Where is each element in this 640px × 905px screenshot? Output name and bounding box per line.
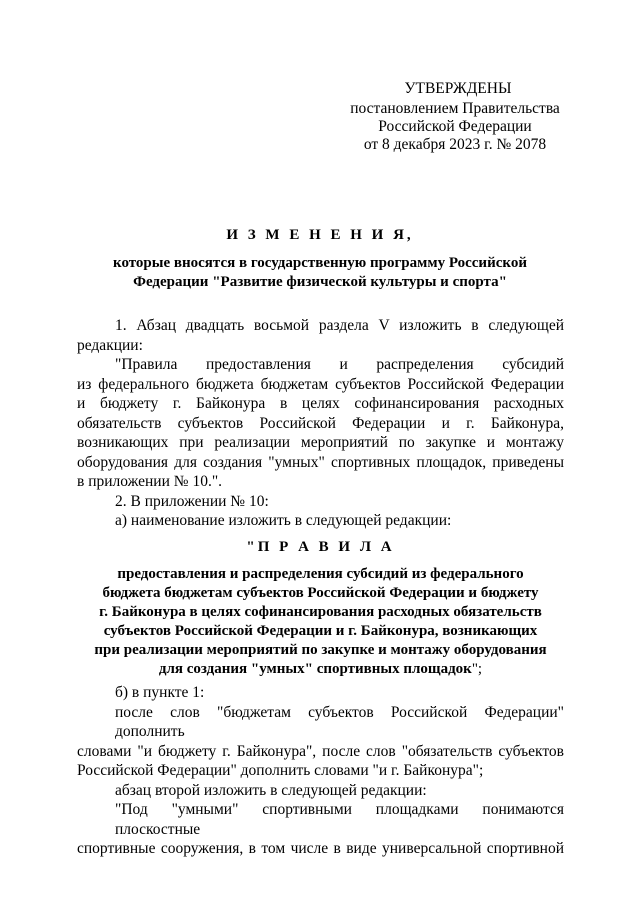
paragraph-line: "Правила предоставления и распределения субсидий: [115, 356, 564, 373]
paragraph-line: из федерального бюджета бюджетам субъектов Российской Федерации: [77, 375, 564, 393]
paragraph-line: словами "и бюджету г. Байконура", после слов "обязательств субъектов: [77, 742, 564, 760]
paragraph-line: оборудования для создания "умных" спортивных площадок, приведены: [77, 453, 564, 471]
paragraph-line: а) наименование изложить в следующей редакции:: [115, 512, 452, 529]
title-line: Федерации "Развитие физической культуры и спорта": [133, 274, 507, 290]
title-line: которые вносятся в государственную программу Российской: [113, 255, 527, 271]
approval-stamp: [320, 80, 590, 154]
approval-line: постановлением Правительства: [350, 100, 560, 117]
rules-line: предоставления и распределения субсидий из федерального: [117, 566, 524, 582]
paragraph-line: абзац второй изложить в следующей редакции:: [115, 781, 427, 799]
paragraph-line: 2. В приложении № 10:: [115, 492, 269, 510]
rules-line-last: [77, 660, 564, 679]
approval-line: Российской Федерации: [378, 118, 532, 135]
paragraph-line: и бюджету г. Байконура в целях софинансирования расходных: [77, 395, 564, 412]
paragraph-line: обязательств субъектов Российской Федерации и г. Байконура,: [77, 414, 564, 432]
section-1: [77, 316, 564, 531]
document-title: [70, 226, 570, 292]
paragraph-line: Российской Федерации" дополнить словами "и г. Байконура";: [77, 762, 484, 779]
paragraph-line: спортивные сооружения, в том числе в виде универсальной спортивной: [77, 840, 564, 857]
paragraph-line: 1. Абзац двадцать восьмой раздела V изложить в следующей: [115, 317, 564, 334]
paragraph-line: после слов "бюджетам субъектов Российской Федерации" дополнить: [115, 703, 564, 740]
paragraph-line: "Под "умными" спортивными площадками понимаются плоскостные: [115, 801, 564, 838]
paragraph-line: редакции:: [77, 336, 143, 354]
rules-line: для создания "умных" спортивных площадок: [158, 661, 472, 677]
rules-heading: "П Р А В И Л А: [246, 539, 395, 555]
section-2: [77, 683, 564, 859]
approval-line: от 8 декабря 2023 г. № 2078: [363, 136, 547, 153]
paragraph-line: б) в пункте 1:: [115, 684, 205, 701]
rules-closing-quote: ";: [471, 661, 483, 677]
rules-line: г. Байконура в целях софинансирования расходных обязательств: [99, 604, 542, 620]
title-heading: И З М Е Н Е Н И Я,: [226, 227, 414, 243]
paragraph-line: в приложении № 10.".: [77, 473, 223, 490]
rules-line: при реализации мероприятий по закупке и монтажу оборудования: [94, 642, 547, 658]
rules-title: [77, 538, 564, 679]
rules-line: субъектов Российской Федерации и г. Байконура, возникающих: [103, 623, 538, 639]
approval-heading: УТВЕРЖДЕНЫ: [404, 80, 512, 97]
paragraph-line: возникающих при реализации мероприятий по закупке и монтажу: [77, 434, 564, 451]
rules-line: бюджета бюджетам субъектов Российской Федерации и бюджету: [102, 585, 539, 601]
